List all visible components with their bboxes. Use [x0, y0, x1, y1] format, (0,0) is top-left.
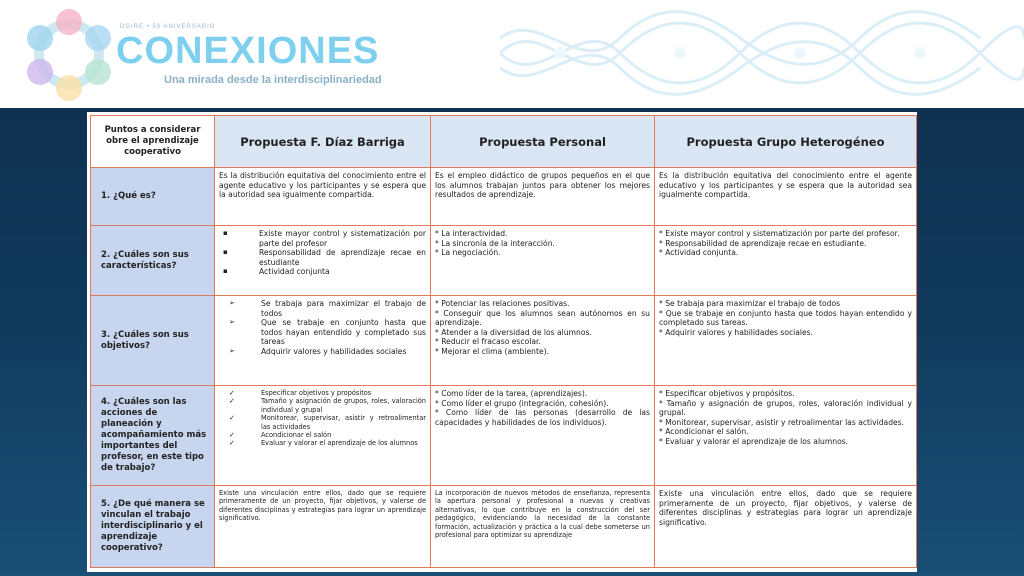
list-item: ➢ Que se trabaje en conjunto hasta que todos hayan entendido y completado sus tareas [229, 318, 426, 347]
square-bullet-icon: ▪ [223, 229, 228, 237]
check-bullet-icon: ✓ [229, 439, 235, 448]
list-item: * Monitorear, supervisar, asistir y retroalimentar las actividades. [659, 417, 905, 427]
list-item: * La sincronía de la interacción. [435, 238, 555, 248]
answer-diaz [215, 226, 431, 296]
question-cell: 3. ¿Cuáles son sus objetivos? [91, 296, 215, 386]
logo-title: CONEXIONES [116, 30, 380, 72]
list-item: * Reducir el fracaso escolar. [435, 337, 541, 347]
comparison-table [90, 115, 917, 568]
check-bullet-icon: ✓ [229, 414, 235, 423]
list-item: * Actividad conjunta. [659, 248, 739, 258]
list-item: * Mejorar el clima (ambiente). [435, 346, 550, 356]
table-row [91, 486, 917, 568]
list-item: ✓ Especificar objetivos y propósitos [229, 389, 372, 397]
list-item: * Tamaño y asignación de grupos, roles, valoración individual y grupal. [659, 398, 912, 418]
table-header-row [91, 116, 917, 168]
answer-diaz: Existe una vinculación entre ellos, dado que se requiere primeramente de un proyecto, fijar objetivos, y valerse de diferentes disciplinas y estrategias para lograr un aprendizaje significativo. [215, 486, 431, 568]
answer-grupo [655, 386, 917, 486]
list-item: ✓ Tamaño y asignación de grupos, roles, valoración individual y grupal [229, 397, 426, 414]
table-row [91, 226, 917, 296]
bullet-list [219, 389, 426, 448]
conexiones-ring-logo-icon [22, 6, 116, 102]
answer-diaz: Es la distribución equitativa del conocimiento entre el agente educativo y los participantes y se espera que la autoridad sea igualmente compartida. [215, 168, 431, 226]
question-cell: 4. ¿Cuáles son las acciones de planeación y acompañamiento más importantes del profesor, en este tipo de trabajo? [91, 386, 215, 486]
logo-subtitle: Una mirada desde la interdisciplinariedad [164, 74, 382, 86]
list-item: ➢ Se trabaja para maximizar el trabajo de todos [229, 299, 426, 318]
list-item: ▪ Responsabilidad de aprendizaje recae en estudiante [223, 248, 426, 267]
list-item: ➢ Adquirir valores y habilidades sociales [229, 346, 407, 356]
answer-grupo [655, 226, 917, 296]
decorative-wave-pattern [500, 8, 1024, 98]
arrow-bullet-icon: ➢ [229, 346, 235, 355]
list-item: * Evaluar y valorar el aprendizaje de los alumnos. [659, 436, 849, 446]
list-item: * Responsabilidad de aprendizaje recae en estudiante. [659, 238, 867, 248]
check-bullet-icon: ✓ [229, 389, 235, 397]
list-item: * La negociación. [435, 248, 501, 258]
table-row [91, 386, 917, 486]
question-cell: 5. ¿De qué manera se vinculan el trabajo interdisciplinario y el aprendizaje cooperativo? [91, 486, 215, 568]
answer-personal [431, 386, 655, 486]
list-item: ▪ Existe mayor control y sistematización por parte del profesor [223, 229, 426, 248]
header-topic: Puntos a considerar obre el aprendizaje cooperativo [91, 116, 215, 168]
answer-personal: Es el empleo didáctico de grupos pequeños en el que los alumnos trabajan juntos para obtener los mejores resultados de aprendizaje. [431, 168, 655, 226]
check-bullet-icon: ✓ [229, 397, 235, 406]
cooperative-learning-table-sheet [87, 112, 917, 572]
arrow-bullet-icon: ➢ [229, 299, 235, 307]
header-personal: Propuesta Personal [431, 116, 655, 168]
list-item: ✓ Acondicionar el salón [229, 431, 332, 440]
question-cell: 1. ¿Qué es? [91, 168, 215, 226]
list-item: * La interactividad. [435, 229, 508, 238]
table-row [91, 168, 917, 226]
header-diaz-barriga: Propuesta F. Díaz Barriga [215, 116, 431, 168]
answer-grupo [655, 296, 917, 386]
list-item: * Existe mayor control y sistematización por parte del profesor. [659, 229, 900, 238]
list-item: ✓ Evaluar y valorar el aprendizaje de los alumnos [229, 439, 418, 448]
table-row [91, 296, 917, 386]
square-bullet-icon: ▪ [223, 267, 228, 276]
list-item: * Especificar objetivos y propósitos. [659, 389, 795, 398]
answer-grupo: Es la distribución equitativa del conocimiento entre el agente educativo y los participantes y se espera que la autoridad sea igualmente compartida. [655, 168, 917, 226]
answer-diaz [215, 386, 431, 486]
bullet-list [219, 299, 426, 357]
answer-personal [431, 226, 655, 296]
check-bullet-icon: ✓ [229, 431, 235, 440]
answer-diaz [215, 296, 431, 386]
list-item: * Como líder el grupo (integración, cohesión). [435, 398, 609, 408]
bullet-list [219, 229, 426, 277]
list-item: * Acondicionar el salón. [659, 427, 749, 437]
header-banner [0, 0, 1024, 108]
square-bullet-icon: ▪ [223, 248, 228, 257]
list-item: * Como líder de las personas (desarrollo de las capacidades y habilidades de los individuos). [435, 408, 650, 427]
list-item: * Se trabaja para maximizar el trabajo de todos [659, 299, 841, 308]
question-cell: 2. ¿Cuáles son sus características? [91, 226, 215, 296]
list-item: * Atender a la diversidad de los alumnos. [435, 327, 592, 337]
arrow-bullet-icon: ➢ [229, 318, 235, 327]
list-item: ▪ Actividad conjunta [223, 267, 330, 277]
list-item: * Como líder de la tarea, (aprendizajes). [435, 389, 588, 398]
answer-grupo: Existe una vinculación entre ellos, dado que se requiere primeramente de un proyecto, fijar objetivos, y valerse de diferentes disciplinas y estrategias para lograr un aprendizaje significativo. [655, 486, 917, 568]
header-grupo-heterogeneo: Propuesta Grupo Heterogéneo [655, 116, 917, 168]
answer-personal [431, 296, 655, 386]
list-item: * Conseguir que los alumnos sean autónomos en su aprendizaje. [435, 308, 650, 328]
list-item: * Adquirir valores y habilidades sociales. [659, 327, 814, 337]
list-item: * Potenciar las relaciones positivas. [435, 299, 570, 308]
list-item: * Que se trabaje en conjunto hasta que todos hayan entendido y completado sus tareas. [659, 308, 912, 328]
list-item: ✓ Monitorear, supervisar, asistir y retroalimentar las actividades [229, 414, 426, 431]
logo-anniversary-text: DGIRE • 50 ANIVERSARIO [120, 24, 216, 30]
answer-personal: La incorporación de nuevos métodos de enseñanza, representa la apertura personal y profesional a nuevas y creativas alternativas, lo que contribuye en la construcción del ser pedagógico, evidenciando la necesidad de la constante formación, actualización y práctica a la cual debe someterse un profesional para optimizar su aprendizaje [431, 486, 655, 568]
